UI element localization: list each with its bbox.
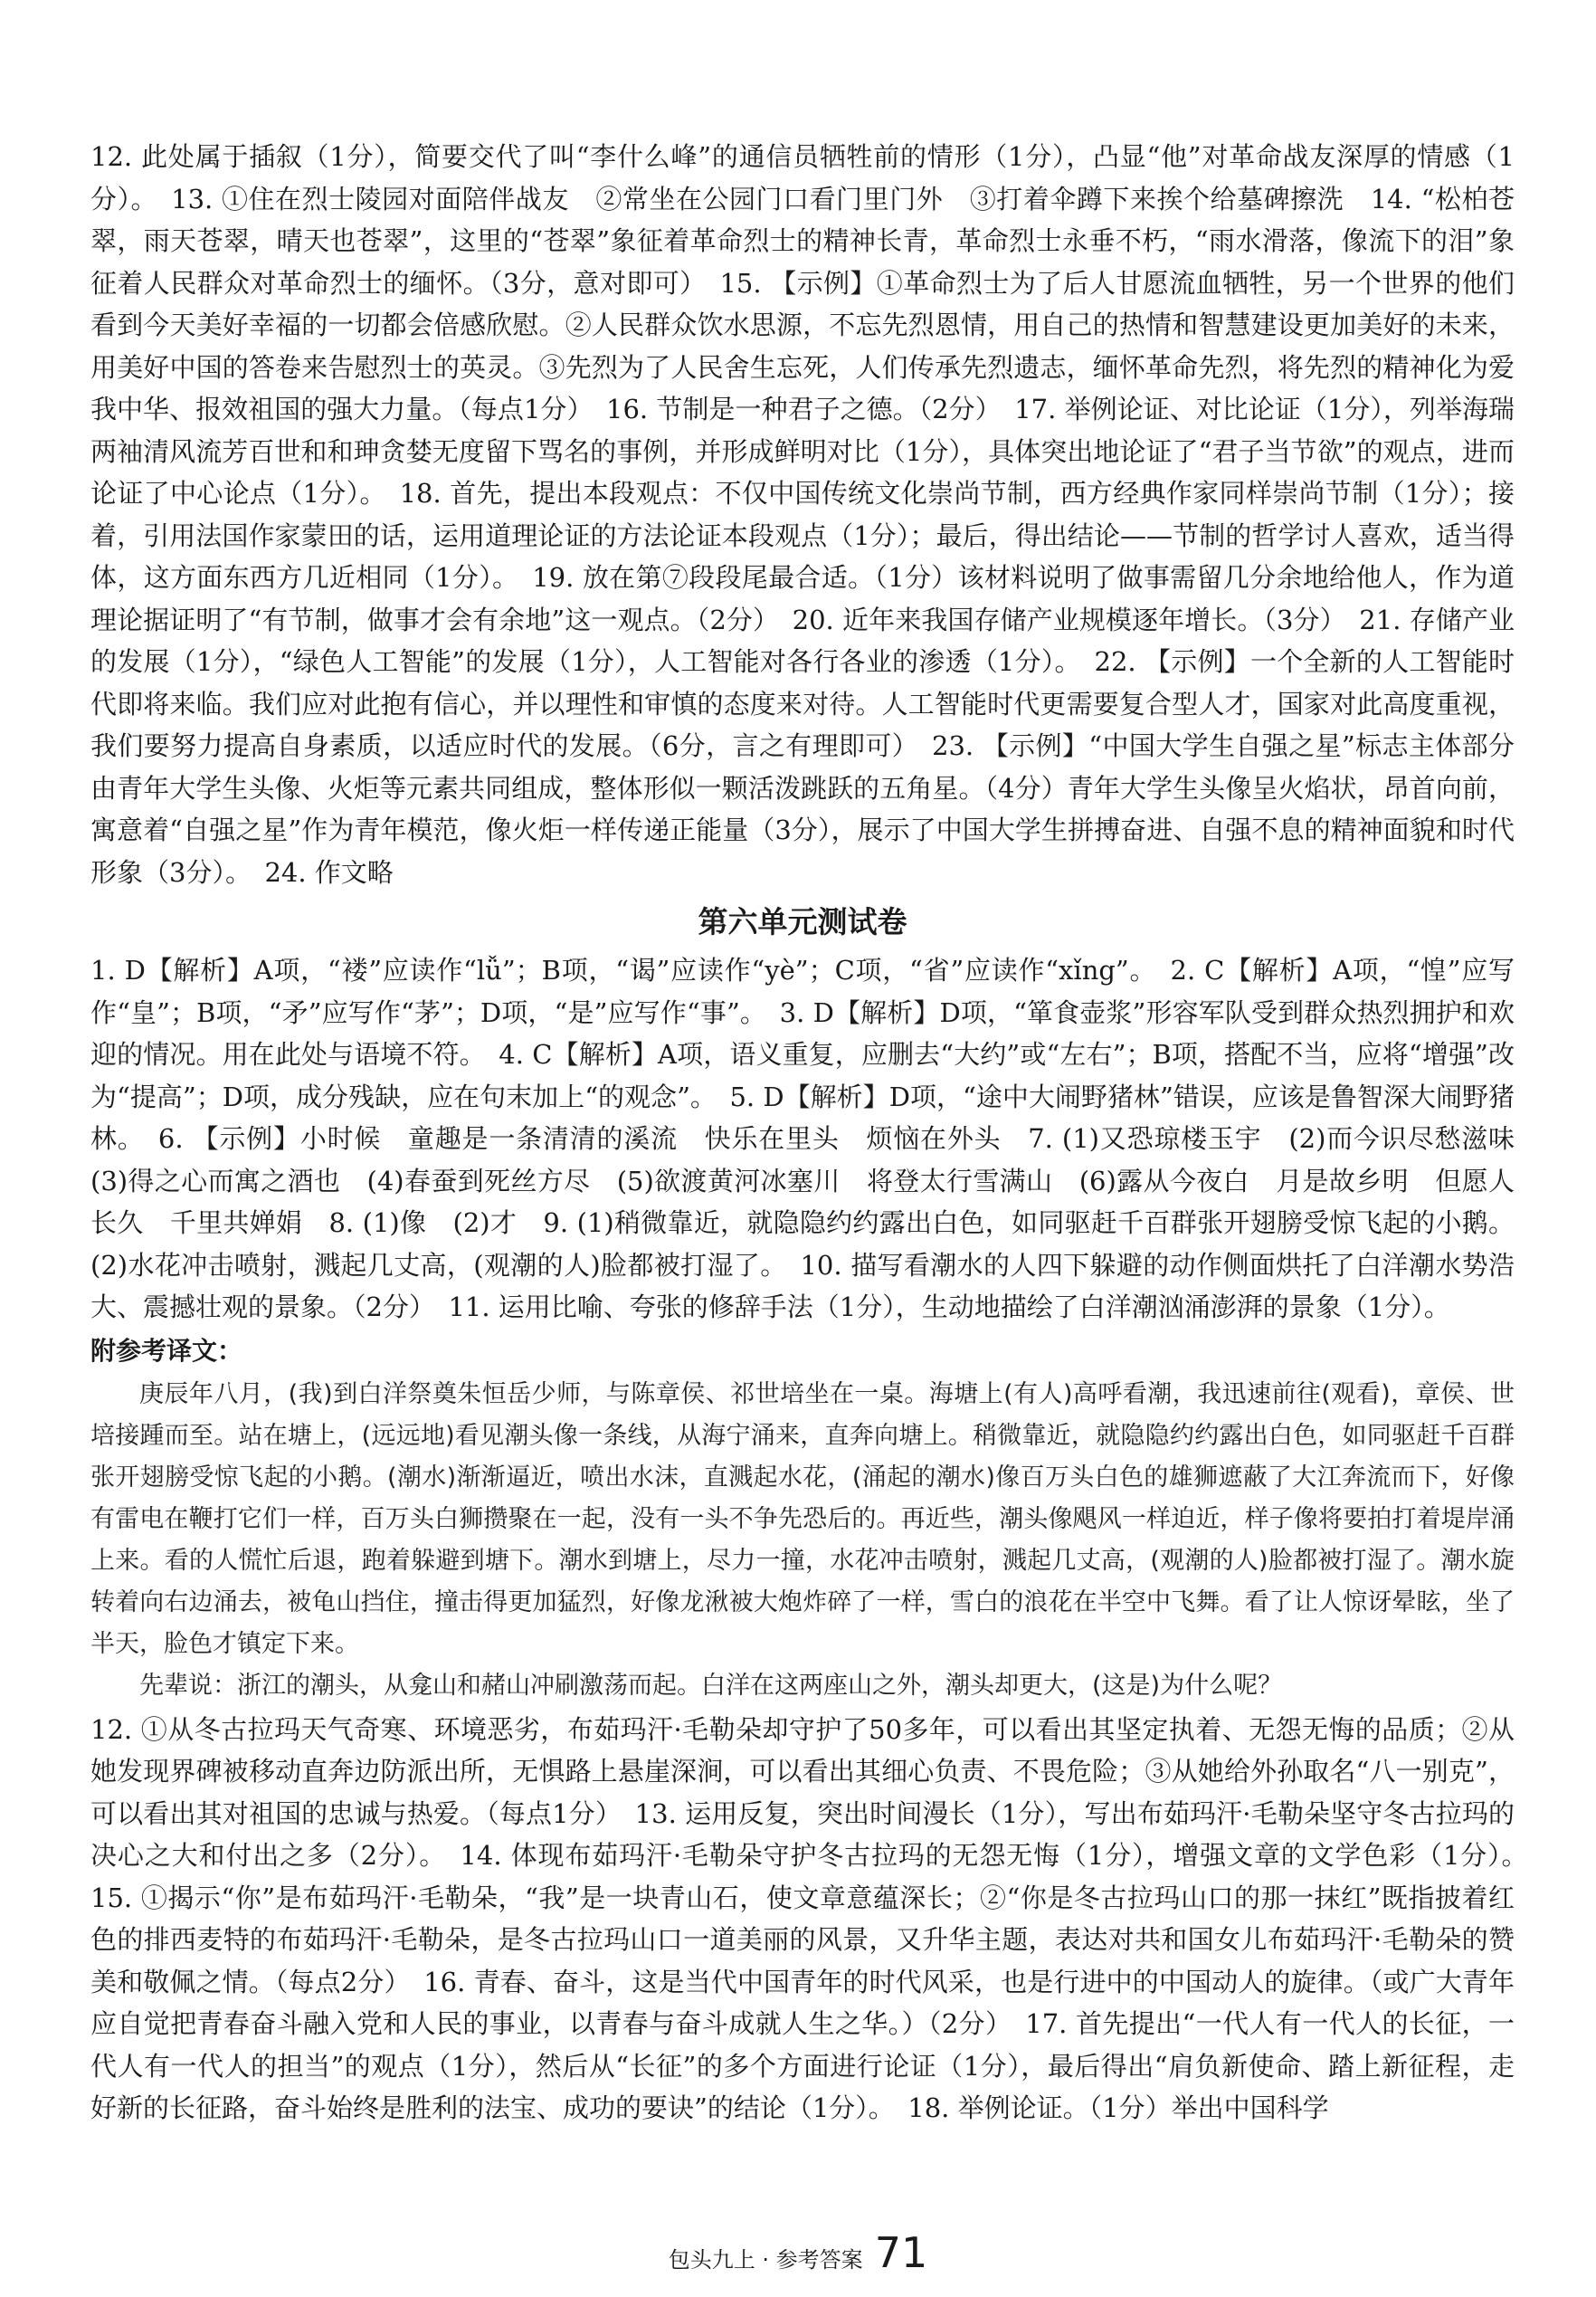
footer-label: 包头九上 · 参考答案: [668, 2247, 863, 2273]
unit-six-title: 第六单元测试卷: [698, 904, 907, 939]
answers-unit6: 1. D【解析】A项，“褛”应读作“lǚ”；B项，“谒”应读作“yè”；C项，“省”应读作“xǐng”。 2. C【解析】A项，“惶”应写作“皇”；B项，“矛”应写作“茅”；D项，“是”应写作“事”。 3. D【解析】D项，“箪食壶浆”形容军队受到群众热烈拥护和欢迎的情况。用在此处与语境不符。 4. C【解析】A项，语义重复，应删去“大约”或“左右”；B项，搭配不当，应将“增强”改为“提高”；D项，成分残缺，应在句末加上“的观念”。 5. D【解析】D项，“途中大闹野猪林”错误，应该是鲁智深大闹野猪林。 6. 【示例】小时候 童趣是一条清清的溪流 快乐在里头 烦恼在外头 7. (1)又恐琼楼玉宇 (2)而今识尽愁滋味 (3)得之心而寓之酒也 (4)春蚕到死丝方尽 (5)欲渡黄河冰塞川 将登太行雪满山 (6)露从今夜白 月是故乡明 但愿人长久 千里共婵娟 8. (1)像 (2)才 9. (1)稍微靠近，就隐隐约约露出白色，如同驱赶千百群张开翅膀受惊飞起的小鹅。(2)水花冲击喷射，溅起几丈高，(观潮的人)脸都被打湿了。 10. 描写看潮水的人四下躲避的动作侧面烘托了白洋潮水势浩大、震撼壮观的景象。（2分） 11. 运用比喻、夸张的修辞手法（1分），生动地描绘了白洋潮汹涌澎湃的景象（1分）。: [90, 955, 1542, 1322]
answers-unit6-reading: 12. ①从冬古拉玛天气奇寒、环境恶劣，布茹玛汗·毛勒朵却守护了50多年，可以看出其坚定执着、无怨无悔的品质；②从她发现界碑被移动直奔边防派出所，无惧路上悬崖深涧，可以看出其细心负责、不畏危险；③从她给外孙取名“八一别克”，可以看出其对祖国的忠诚与热爱。（每点1分） 13. 运用反复，突出时间漫长（1分），写出布茹玛汗·毛勒朵坚守冬古拉玛的决心之大和付出之多（2分）。 14. 体现布茹玛汗·毛勒朵守护冬古拉玛的无怨无悔（1分），增强文章的文学色彩（1分）。 15. ①揭示“你”是布茹玛汗·毛勒朵，“我”是一块青山石，使文章意蕴深长；②“你是冬古拉玛山口的那一抹红”既指披着红色的排西麦特的布茹玛汗·毛勒朵，是冬古拉玛山口一道美丽的风景，又升华主题，表达对共和国女儿布茹玛汗·毛勒朵的赞美和敬佩之情。（每点2分） 16. 青春、奋斗，这是当代中国青年的时代风采，也是行进中的中国动人的旋律。（或广大青年应自觉把青春奋斗融入党和人民的事业，以青春与奋斗成就人生之华。）（2分） 17. 首先提出“一代人有一代人的长征，一代人有一代人的担当”的观点（1分），然后从“长征”的多个方面进行论证（1分），最后得出“肩负新使命、踏上新征程，走好新的长征路，奋斗始终是胜利的法宝、成功的要诀”的结论（1分）。 18. 举例论证。（1分）举出中国科学: [90, 1713, 1542, 2123]
appendix-heading: 附参考译文：: [90, 1335, 243, 1366]
answers-unit5-continued: 12. 此处属于插叙（1分），简要交代了叫“李什么峰”的通信员牺牲前的情形（1分），凸显“他”对革命战友深厚的情感（1分）。 13. ①住在烈士陵园对面陪伴战友 ②常坐在公园门口看门里门外 ③打着伞蹲下来挨个给墓碑擦洗 14. “松柏苍翠，雨天苍翠，晴天也苍翠”，这里的“苍翠”象征着革命烈士的精神长青，革命烈士永垂不朽，“雨水滑落，像流下的泪”象征着人民群众对革命烈士的缅怀。（3分，意对即可） 15. 【示例】①革命烈士为了后人甘愿流血牺牲，另一个世界的他们看到今天美好幸福的一切都会倍感欣慰。②人民群众饮水思源，不忘先烈恩情，用自己的热情和智慧建设更加美好的未来，用美好中国的答卷来告慰烈士的英灵。③先烈为了人民舍生忘死，人们传承先烈遗志，缅怀革命先烈，将先烈的精神化为爱我中华、报效祖国的强大力量。（每点1分） 16. 节制是一种君子之德。（2分） 17. 举例论证、对比论证（1分），列举海瑞两袖清风流芳百世和和珅贪婪无度留下骂名的事例，并形成鲜明对比（1分），具体突出地论证了“君子当节欲”的观点，进而论证了中心论点（1分）。 18. 首先，提出本段观点：不仅中国传统文化崇尚节制，西方经典作家同样崇尚节制（1分）；接着，引用法国作家蒙田的话，运用道理论证的方法论证本段观点（1分）；最后，得出结论——节制的哲学讨人喜欢，适当得体，这方面东西方几近相同（1分）。 19. 放在第⑦段段尾最合适。（1分）该材料说明了做事需留几分余地给他人，作为道理论据证明了“有节制，做事才会有余地”这一观点。（2分） 20. 近年来我国存储产业规模逐年增长。（3分） 21. 存储产业的发展（1分），“绿色人工智能”的发展（1分），人工智能对各行各业的渗透（1分）。 22. 【示例】一个全新的人工智能时代即将来临。我们应对此抱有信心，并以理性和审慎的态度来对待。人工智能时代更需要复合型人才，国家对此高度重视，我们要努力提高自身素质，以适应时代的发展。（6分，言之有理即可） 23. 【示例】“中国大学生自强之星”标志主体部分由青年大学生头像、火炬等元素共同组成，整体形似一颗活泼跳跃的五角星。（4分）青年大学生头像呈火焰状，昂首向前，寓意着“自强之星”作为青年模范，像火炬一样传递正能量（3分），展示了中国大学生拼搏奋进、自强不息的精神面貌和时代形象（3分）。 24. 作文略: [90, 141, 1515, 888]
translation-paragraph-1: 庚辰年八月，(我)到白洋祭奠朱恒岳少师，与陈章侯、祁世培坐在一桌。海塘上(有人)高呼看潮，我迅速前往(观看)，章侯、世培接踵而至。站在塘上，(远远地)看见潮头像一条线，从海宁涌来，直奔向塘上。稍微靠近，就隐隐约约露出白色，如同驱赶千百群张开翅膀受惊飞起的小鹅。(潮水)渐渐逼近，喷出水沫，直溅起水花，(涌起的潮水)像百万头白色的雄狮遮蔽了大江奔流而下，好像有雷电在鞭打它们一样，百万头白狮攒聚在一起，没有一头不争先恐后的。再近些，潮头像飓风一样迫近，样子像将要拍打着堤岸涌上来。看的人慌忙后退，跑着躲避到塘下。潮水到塘上，尽力一撞，水花冲击喷射，溅起几丈高，(观潮的人)脸都被打湿了。潮水旋转着向右边涌去，被龟山挡住，撞击得更加猛烈，好像龙湫被大炮炸碎了一样，雪白的浪花在半空中飞舞。看了让人惊讶晕眩，坐了半天，脸色才镇定下来。: [90, 1379, 1515, 1658]
page-number: 71: [874, 2228, 928, 2277]
page-footer: [0, 2228, 1596, 2277]
translation-paragraph-2: 先辈说：浙江的潮头，从龛山和赭山冲刷激荡而起。白洋在这两座山之外，潮头却更大，(这是)为什么呢？: [139, 1671, 1283, 1700]
